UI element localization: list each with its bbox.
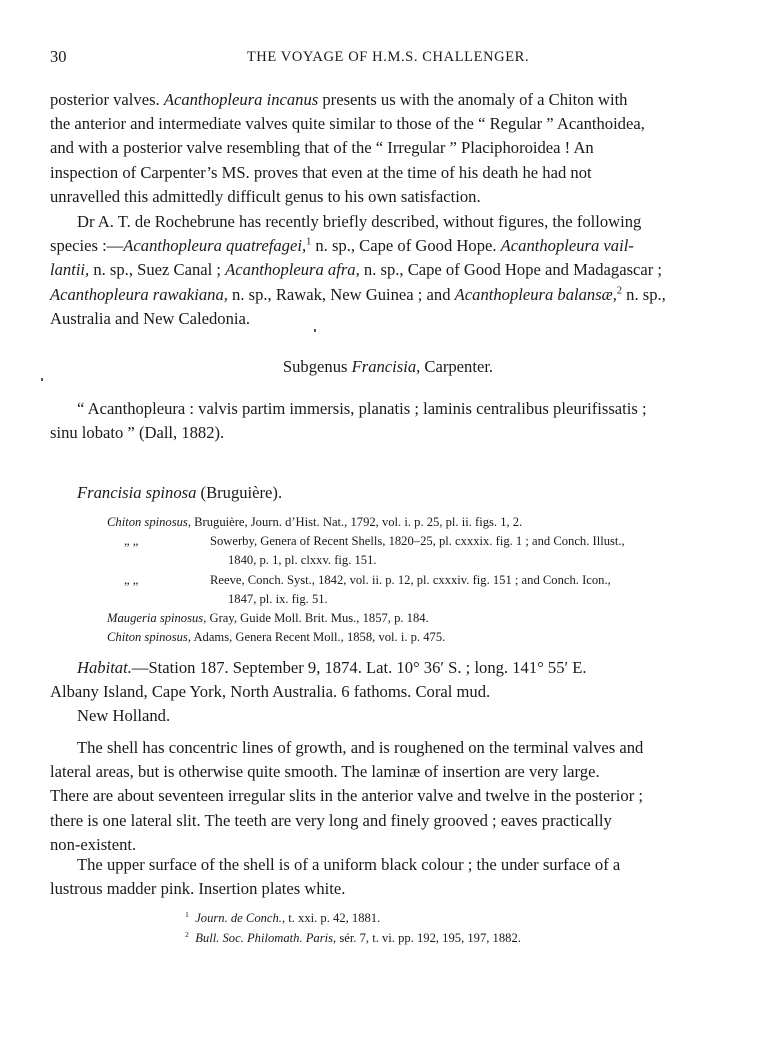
synonymy-entry: Maugeria spinosus, Gray, Guide Moll. Brit. Mus., 1857, p. 184. — [107, 611, 429, 625]
text-line: posterior valves. Acanthopleura incanus presents us with the anomaly of a Chiton with — [50, 90, 628, 109]
synonymy-ditto: „ „ — [124, 534, 139, 548]
text-line: lustrous madder pink. Insertion plates white. — [50, 879, 346, 899]
text-line: Acanthopleura rawakiana, n. sp., Rawak, New Guinea ; and Acanthopleura balansæ,$^2$ n. sp., — [50, 284, 666, 304]
paragraph-rochebrune-species — [50, 210, 726, 331]
paragraph-acanthopleura-incanus — [50, 88, 726, 209]
text-line: and with a posterior valve resembling that of the “ Irregular ” Placiphoroidea ! An — [50, 138, 594, 158]
text-line: lantii, n. sp., Suez Canal ; Acanthopleura afra, n. sp., Cape of Good Hope and Madagascar ; — [50, 260, 663, 280]
text-line: inspection of Carpenter’s MS. proves that even at the time of his death he had not — [50, 162, 592, 182]
text-line: “ Acanthopleura : valvis partim immersis, planatis ; laminis centralibus pleurifissatis ; — [77, 399, 647, 418]
synonymy-entry: Chiton spinosus, Bruguière, Journ. d’Hist. Nat., 1792, vol. i. p. 25, pl. ii. figs. 1, 2. — [107, 515, 523, 529]
text-line: lateral areas, but is otherwise quite smooth. The laminæ of insertion are very large. — [50, 762, 600, 782]
text-line: Australia and New Caledonia. — [50, 308, 250, 328]
text-line: non-existent. — [50, 834, 137, 854]
print-speck — [41, 378, 43, 381]
text-line: There are about seventeen irregular slits in the anterior valve and twelve in the posterior ; — [50, 786, 643, 806]
text-line: The upper surface of the shell is of a uniform black colour ; the under surface of a — [77, 855, 621, 874]
text-line: Albany Island, Cape York, North Australia. 6 fathoms. Coral mud. — [50, 682, 491, 702]
footnote-ref-1: 1 — [306, 236, 312, 248]
footnote-ref-2: 2 — [616, 285, 623, 297]
footnote-2: $^2$ Bull. Soc. Philomath. Paris, sér. 7, t. vi. pp. 192, 195, 197, 1882. — [185, 929, 521, 945]
running-title: THE VOYAGE OF H.M.S. CHALLENGER. — [246, 49, 530, 65]
shell-description — [50, 736, 726, 857]
text-line: New Holland. — [77, 706, 171, 726]
dall-diagnosis-quote — [50, 397, 726, 445]
text-line: Habitat.—Station 187. September 9, 1874. Lat. 10° 36′ S. ; long. 141° 55′ E. — [77, 658, 587, 677]
synonymy-entry: Chiton spinosus, Adams, Genera Recent Moll., 1858, vol. i. p. 475. — [107, 630, 446, 644]
text-line: species :—Acanthopleura quatrefagei,$^1$ n. sp., Cape of Good Hope. Acanthopleura vail- — [50, 236, 634, 256]
species-heading: Francisia spinosa (Bruguière). — [77, 483, 283, 502]
synonymy-entry: Reeve, Conch. Syst., 1842, vol. ii. p. 12, pl. cxxxiv. fig. 151 ; and Conch. Icon., — [210, 573, 611, 587]
synonymy-entry-continued: 1840, p. 1, pl. clxxv. fig. 151. — [228, 553, 377, 567]
synonymy-entry-continued: 1847, pl. ix. fig. 51. — [228, 592, 328, 606]
text-line: unravelled this admittedly difficult genus to his own satisfaction. — [50, 186, 481, 206]
text-line: Dr A. T. de Rochebrune has recently briefly described, without figures, the following — [77, 212, 642, 231]
shell-colour — [50, 853, 726, 901]
synonymy-ditto: „ „ — [124, 573, 139, 587]
text-line: sinu lobato ” (Dall, 1882). — [50, 423, 225, 443]
print-speck — [314, 329, 316, 332]
habitat-section — [50, 656, 726, 729]
page-number: 30 — [50, 47, 67, 66]
synonymy-entry: Sowerby, Genera of Recent Shells, 1820–25, pl. cxxxix. fig. 1 ; and Conch. Illust., — [210, 534, 625, 548]
text-line: there is one lateral slit. The teeth are very long and finely grooved ; eaves practically — [50, 810, 612, 830]
subgenus-heading: Subgenus Francisia, Carpenter. — [282, 357, 494, 376]
footnote-1: $^1$ Journ. de Conch., t. xxi. p. 42, 1881. — [185, 909, 381, 925]
text-line: the anterior and intermediate valves quite similar to those of the “ Regular ” Acanthoidea, — [50, 114, 645, 134]
text-line: The shell has concentric lines of growth, and is roughened on the terminal valves and — [77, 738, 644, 757]
